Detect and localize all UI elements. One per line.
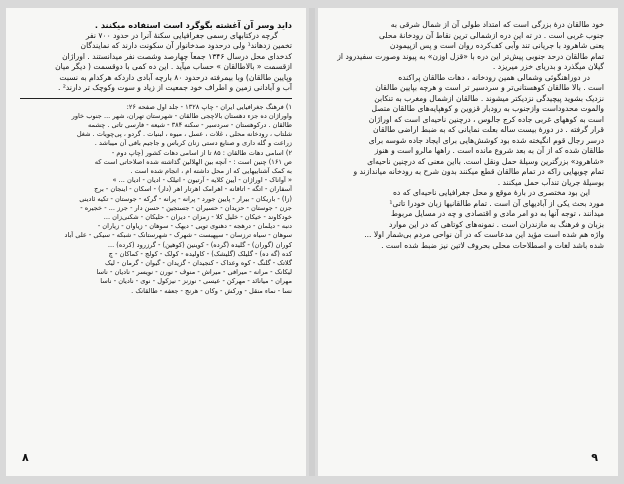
body-line: خود طالقان درهٔ بزرگی است که امتداد طولی آن از شمال شرقی به [390,20,604,29]
body-line: است به کوههای غربی جاده کرج جالوس ، درچنین ناحیه‌ای است که اوراژان [368,114,604,124]
footnote-line: آسفاران - اتگه - اتاقانه - اهرامک اهرتار اهر (دار) - اسکان - اینجان - برج [94,185,292,194]
right-body [332,20,604,251]
body-line: تمام چوبهایی راکه در تمام طالقان قطع میکنند بدون شرح به رودخانه میاندازند و [353,167,604,176]
footnote-line: شلتاب ، رودخانه محلی ، غلات ، عسل ، میوه ، لبنیات . گردو ، پی‌چویات . شغل [76,130,292,139]
footnote-line: دنبه - دیلمان - درهجه - دهنوی تویی - دیهک - سوهان - زیاوان - زیاران - [97,222,292,231]
right-page [318,8,618,476]
footnote-line: (زا) - باریکان - بیرار - پایین جورد - پرانه - پرانه - گرکه - جوستان - تکیه ئادینی [79,194,292,203]
footnote-line: سوهان - سیاه ترزسان - سپهبست - شهرک - شهرستانک - شبکه - سیکی - علی آباد [64,231,292,240]
body-line: داید وسر آن آغشته بگوگرد است استفاده میکنند . [94,20,292,30]
footnote-line: ۲) اسامی دهات طالقان : ۸۵ تا از اسامی دهات کشور (چاپ دوم - [111,148,292,157]
footnote-line: کوران (گوران) - گلیده (گرده) - کوینین (کوهین) - گرزرود (کرده) ... [107,240,292,249]
body-line: یعنی شاهرود با جریانی تند وآبی کف‌کرده روان است و پس ازپیمودن [389,41,604,50]
body-line: کدخدای محل درسال ۱۳۴۶ جمعاً چهارصد وشصت نفر میدانستند . اوراژان [62,51,292,61]
body-line: نزدیک بشوید پیچیدگی نزدیکتر میشوند . طالقان ازشمال ومغرب به تنکابن [374,93,604,103]
body-line: ازقسمت « بالاطالقان » حساب میآید . این ده کمی با دوقسمت ( دیگر میان [55,62,292,71]
footnote-line: طالقان . درکوهستان - سردسیر - سکنه ۳۸۴ - شیعه - فارسی تاتی . چشمه [87,120,292,129]
body-line: گرچه درکتابهای رسمی جغرافیایی سکنهٔ آنرا در حدود ۷۰۰ نفر [85,30,278,40]
body-line: این بود مختصری در بارهٔ موقع و محل جغرافیایی ناحیه‌ای که ده [392,188,590,197]
footnote-line: « آواناک - اوراژان - آیین کلایه - آرتیون - اتیلک - ادیان - ادیان ... » [112,176,292,185]
body-line: درسر رجال قوم انگیخته شده بود کوشش‌هایی برای ایجاد جاده شوسه برای [368,135,604,145]
footnote-line: نسا - نماء منقل - ورکش - وکان - هرنج - جعفه - طالقانک . [131,286,292,295]
body-line: «شاهرود» بزرگترین وسیلهٔ حمل ونقل است. بااین معنی که درچنین ناحیه‌ای [367,156,604,166]
body-line: بزبان و فرهنگ به مازندران است . نمونه‌های کوتاهی که در این موارد [389,219,604,229]
footnote-line: ۱) فرهنگ جغرافیایی ایران - چاپ ۱۳۲۸ - جلد اول صفحه ۲۶: [126,102,292,111]
body-line: در دوراهنگوئی وشمالی همین رودخانه ، دهات طالقان پراکنده [398,72,590,82]
book-gutter [309,8,315,476]
body-line: است . بالا طالقان کوهستانی‌تر و سردسیر تر است و هرچه بپایین طالقان [375,83,604,92]
body-line: وپایین طالقان) وبا بیمرفته درحدود ۸۰ بارچه آبادی داردکه هرکدام به نسبت [59,72,292,82]
footnote-line: لیکانک - مرانه - میرافی - میراش - منوف - نورن - نویسر - نادیان - ناسا [96,268,292,277]
body-line: واژه هم شده است مؤید این مدعاست که در آن نواحی مردم بی‌شمار اولا ... [364,230,604,239]
body-line: طالقان شده که از آن به بعد شروع مانده است . راهها مالرو است و هنوز [374,146,604,155]
body-line: تخمین زدهاند¹ ولی درحدود صدخانوار آن سکونت دارند که نمایندگان [80,41,292,50]
footnote-line: ص ۱۶۱) چنین است : - آنچه بین الهلالین گذاشته شده اصلاحاتی است که [94,157,292,166]
body-line: شده باشد لغات و اصطلاحات محلی بحروف لاتین نیز ضبط شده است . [381,240,604,250]
footnote-line: کده (گه ده) - گلیلک (گلیشک) - کاولیده - کولک - کولج - کماکان - چ [108,249,292,258]
footnote-line: واوراژان ده جزء دهستان بالاچجی طالقان - شهرستان تهران، شهر ... جنوب خاور [71,111,292,120]
footnote-line: جزن - جوستان - حزیدان - حسیران - جستجین - حسن دار - جرز ... - خجیره - [80,203,292,212]
body-line: میدانند ، توجه آنها به دو امر مادی و اقتصادی و چه در مسایل مربوط [391,209,604,218]
page-number: ۹ [591,451,598,464]
body-line: مورد بحث یکی از آبادیهای آن است . تمام طالقانیها زبان خودرا تاتی¹ [389,198,604,208]
left-page [6,8,306,476]
footnote-line: زراعت و گله داری و صنایع دستی زنان کرباس و جاجیم بافی آن میباشد . [94,139,292,148]
body-line: گیلان میگذرد و بدریای خزر میریزد . [492,62,604,71]
body-line: آب و آبادانی زمین و اطراف خود جمعیت‌ از زیاد و سوت وکوچک‌ تر دارند² . [58,83,292,92]
footnote-line: خودکاوند - خیکان - خلیل کلا - زمزان - دیزان - حلیکان - شکنی‌زان ... [103,212,292,221]
body-line: والموت محدوداست وازجنوب به رودبار قزوین و کوهپایه‌های طالقان متصل [371,104,604,113]
page-number: ۸ [22,451,29,464]
footnote-line: گلاتک - گلنگ - کوه وعداک - کنجیدان - گزیدان - گیوان - گرمان - لیک [105,258,292,267]
footnote-divider [20,98,292,99]
body-line: بوسیلهٔ جریان تندآب حمل میکنند . [497,177,604,187]
footnote-line: مهران - میانائد - مهرکن - عیسی - نوزنز - نیزکول - نوی - نادیان - ناسا [100,277,292,286]
body-line: تمام طالقان درحد جنوبی پیش‌تر این دره با «قزل اوزن» به پیوند وصورت سفیدرود از [337,51,604,61]
footnote-line: به کمک آشناییهایی که از محل داشته ام ، انجام شده است . [130,166,292,175]
body-line: قرار گرفته . در دورهٔ بیست ساله بعلت نمایانی که به ضبط اراضی طالقان [373,125,604,134]
footnotes [20,103,292,296]
left-body [20,20,292,94]
body-line: جنوب غربی است . در ته این دره ازشمالی ترین نقاط آن رودخانهٔ محلی [378,30,604,40]
